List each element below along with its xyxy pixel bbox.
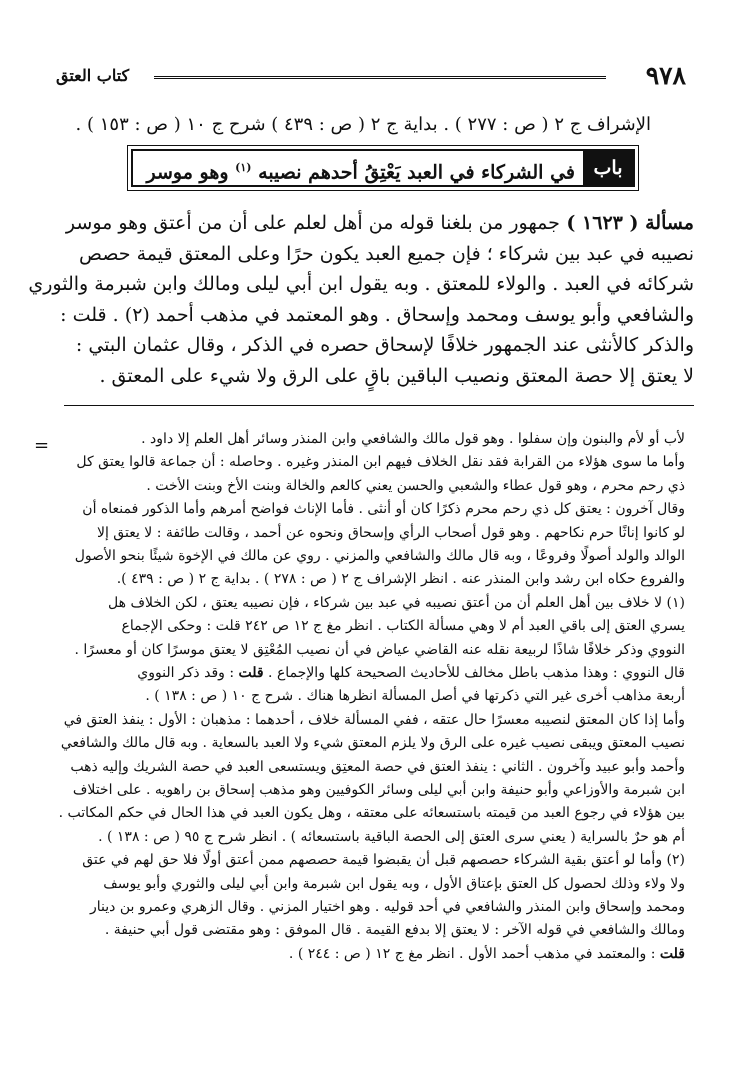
footnote-line (57, 545, 685, 568)
footnote-line (57, 732, 685, 755)
sources-line: الإشراف ج ٢ ( ص : ٢٧٧ ) . بداية ج ٢ ( ص : ٤٣٩ ) شرح ج ١٠ ( ص : ١٥٣ ) . (75, 114, 651, 135)
page-header (56, 62, 686, 90)
masala-line-text: جمهور من بلغنا قوله من أهل لعلم على أن من أعتق وهو موسر (65, 212, 560, 234)
footnote-line (57, 498, 685, 521)
chapter-title (135, 151, 575, 185)
footnote-text: (١) لا خلاف بين أهل العلم أن من أعتق نصيبه في عبد بين شركاء ، فإن نصيبه يعتق ، لكن الخلاف هل (108, 594, 685, 611)
footnote-line (57, 943, 685, 966)
footnote-line (57, 849, 685, 872)
footnote-line (57, 756, 685, 779)
footnote-text: والفروع حكاه ابن رشد وابن المنذر عنه . انظر الإشراف ج ٢ ( ص : ٢٧٨ ) . بداية ج ٢ ( ص : ٤٣٩ ). (116, 571, 685, 588)
footnote-line (57, 873, 685, 896)
footnote-text-after: : والمعتمد في مذهب أحمد الأول . انظر مغ ج ١٢ ( ص : ٢٤٤ ) . (288, 945, 660, 962)
footnote-line (57, 662, 685, 685)
masala-line (60, 300, 694, 330)
footnote-text: وأحمد وأبو عبيد وآخرون . الثاني : ينفذ العتق في حصة المعتِق ويستسعى العبد في حصة الشريك وإليه ذهب (70, 758, 685, 775)
footnote-line (57, 639, 685, 662)
masala-line-text: لا يعتق إلا حصة المعتق ونصيب الباقين باقٍ على الرق ولا شيء على المعتق . (99, 365, 694, 387)
footnote-text: يسري العتق إلى باقي العبد أم لا وهي مسألة الكتاب . انظر مغ ج ١٢ ص ٢٤٢ قلت : وحكى الإجماع (121, 618, 685, 635)
footnote-text: (٢) وأما لو أعتق بقية الشركاء حصصهم قبل أن يقبضوا قيمة حصصهم ممن أعتق أولًا فلا حق لهم في عتق (82, 852, 685, 869)
footnote-text: أربعة مذاهب أخرى غير التي ذكرتها في أصل المسألة انظرها هناك . شرح ج ١٠ ( ص : ١٣٨ ) . (145, 688, 685, 705)
footnote-text: بين هؤلاء في رجوع العبد من قيمته باستسعائه على معتقه ، وهل يكون العبد في هذا الحال في حكم المكاتب . (58, 805, 685, 822)
footnote-line (57, 919, 685, 942)
footnote-text: ومالك والشافعي في قوله الآخر : لا يعتق إلا بدفع القيمة . قال الموفق : وهو مقتضى قول أبي حنيفة . (104, 922, 685, 939)
footnote-text: وقال آخرون : يعتق كل ذي رحم محرم ذكرًا كان أو أنثى . فأما الإناث فواضح أمرهم وأما الذكور فمنعاه أن (82, 501, 685, 518)
masala-line (64, 330, 694, 360)
footnote-qultu: قلت (659, 945, 685, 962)
masala-line-text: نصيبه في عبد بين شركاء ؛ فإن جميع العبد يكون حرًا وعلى المعتق قيمة حصص (79, 242, 694, 265)
footnote-text-after: : وقد ذكر النووي (137, 665, 239, 681)
footnote-line (57, 826, 685, 849)
chapter-title-end: وهو موسر (146, 161, 229, 184)
footnote-line (57, 592, 685, 615)
masala-line (64, 239, 694, 269)
chapter-heading (131, 149, 635, 187)
footnote-separator (64, 405, 694, 406)
masala-line-text: شركائه في العبد . والولاء للمعتق . وبه يقول ابن أبي ليلى ومالك وابن شبرمة والثوري (28, 273, 694, 296)
footnote-line (57, 779, 685, 802)
footnote-text: أم هو حرٌ بالسراية ( يعني سرى العتق إلى الحصة الباقية باستسعائه ) . انظر شرح ج ٩٥ ( ص : ١٣٨ ) . (98, 828, 685, 845)
footnote-line (57, 615, 685, 638)
footnote-text: نصيب المعتق ويبقى نصيب غيره على الرق ولا يلزم المعتق شيء ولا العبد بالسعاية . وبه قال مالك والشافعي (60, 735, 685, 752)
masala-line-text: والذكر كالأنثى عند الجمهور خلافًا لإسحاق حصره في الذكر ، وقال عثمان البتي : (75, 334, 694, 357)
running-title: كتاب العتق (56, 66, 130, 85)
footnote-text: ذي رحم محرم ، وهو قول عطاء والشعبي والحسن يعني كالعم والخالة وبنت الأخ وبنت الأخت . (146, 477, 685, 494)
footnote-text: النووي وذكر خلافًا شاذًا لربيعة نقله عنه القاضي عياض في أن نصيب المُعْتِق لا يعتق موسرًا كان أو معسرًا . (74, 641, 685, 658)
header-rule (154, 76, 606, 79)
footnote-qultu: قلت (238, 665, 264, 681)
page-number: ٩٧٨ (645, 61, 686, 90)
masala-line (64, 208, 694, 238)
continuation-mark: = (34, 435, 50, 456)
masala-label: مسألة ( ١٦٢٣ ) (559, 212, 694, 234)
masala-line-text: والشافعي وأبو يوسف ومحمد وإسحاق . وهو المعتمد في مذهب أحمد (٢) . قلت : (60, 303, 694, 326)
footnote-text: ابن شبرمة والأوزاعي وأبو حنيفة وابن أبي ليلى وسائر الكوفيين وهو مذهب إسحاق بن راهويه . على اختلاف (72, 782, 685, 798)
footnote-line (57, 428, 685, 451)
footnote-text: قال النووي : وهذا مذهب باطل مخالف للأحاديث الصحيحة كلها والإجماع . (268, 665, 685, 681)
chapter-note-ref: (١) (235, 161, 252, 174)
masala-line (28, 269, 694, 299)
footnote-line (57, 568, 685, 591)
footnote-line (57, 475, 685, 498)
footnote-text: لو كانوا إناثًا حرم نكاحهم . وهو قول أصحاب الرأي وإسحاق ونحوه عن أحمد ، وقالت طائفة : لا يعتق إلا (96, 524, 685, 541)
footnote-line (57, 896, 685, 919)
footnote-line (57, 802, 685, 825)
footnote-text: وأما إذا كان المعتق لنصيبه معسرًا حال عتقه ، ففي المسألة خلاف ، أحدهما : مذهبان : الأول : ينفذ العتق في (63, 711, 685, 728)
masala-line (64, 361, 694, 391)
footnote-line (57, 685, 685, 708)
footnote-text: لأب أو لأم والبنون وإن سفلوا . وهو قول مالك والشافعي وابن المنذر وسائر أهل العلم إلا داود . (141, 431, 685, 447)
footnote-text: وأما ما سوى هؤلاء من القرابة فقد نقل الخلاف فيهم ابن المنذر وغيره . وحاصله : أن جماعة قالوا يعتق كل (76, 454, 685, 471)
footnote-text: الوالد والولد أصولًا وفروعًا ، وبه قال مالك والشافعي والمزني . روي عن مالك في الإخوة شيئًا بنحو الأصول (74, 548, 685, 564)
bab-label: باب (583, 151, 633, 185)
footnote-line (57, 709, 685, 732)
footnote-line (57, 522, 685, 545)
footnote-line (57, 451, 685, 474)
footnote-text: ولا ولاء وذلك لحصول كل العتق بإعتاق الأول ، وبه يقول ابن شبرمة وابن أبي ليلى والثوري وأبو يوسف (103, 875, 685, 892)
chapter-title-text: في الشركاء في العبد يَعْتِقُ أحدهم نصيبه (258, 161, 575, 184)
footnote-text: ومحمد وإسحاق وابن المنذر والشافعي في أحد قوليه . وهو اختيار المزني . وقال الزهري وعمرو بن دينار (90, 899, 685, 915)
